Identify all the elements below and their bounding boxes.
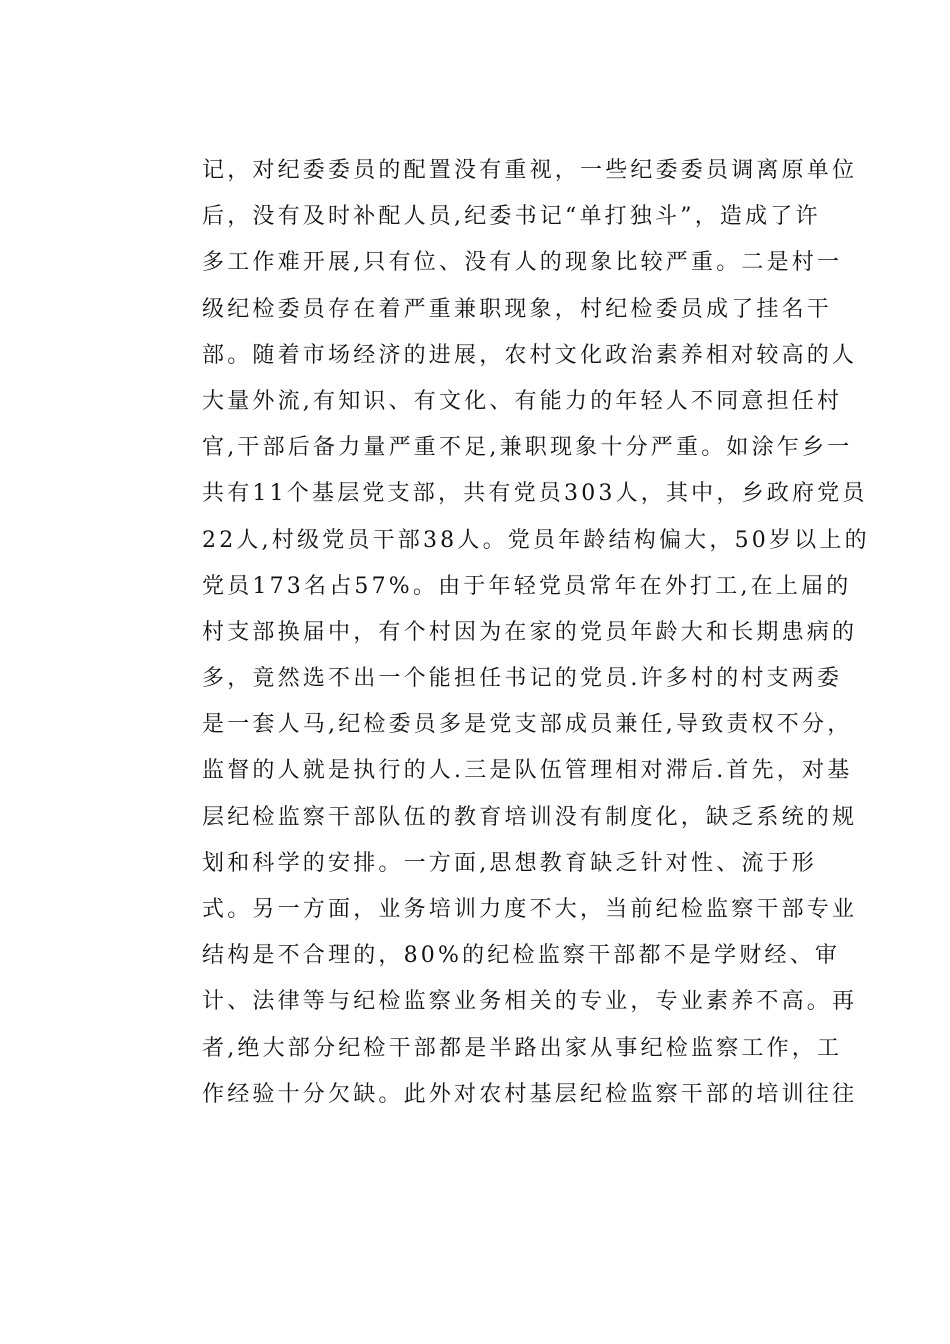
text-line: 大量外流,有知识、有文化、有能力的年轻人不同意担任村 xyxy=(202,388,843,414)
text-line: 后，没有及时补配人员,纪委书记“单打独斗”，造成了许 xyxy=(202,204,821,230)
text-line: 村支部换届中，有个村因为在家的党员年龄大和长期患病的 xyxy=(202,619,858,645)
text-line: 计、法律等与纪检监察业务相关的专业，专业素养不高。再 xyxy=(202,989,858,1015)
text-line: 党员173名占57%。由于年轻党员常年在外打工,在上届的 xyxy=(202,573,852,599)
text-line: 多，竟然选不出一个能担任书记的党员.许多村的村支两委 xyxy=(202,666,843,692)
text-line: 作经验十分欠缺。此外对农村基层纪检监察干部的培训往往 xyxy=(202,1081,858,1107)
text-line: 官,干部后备力量严重不足,兼职现象十分严重。如涂乍乡一 xyxy=(202,435,853,461)
text-line: 多工作难开展,只有位、没有人的现象比较严重。二是村一 xyxy=(202,250,843,276)
text-line: 层纪检监察干部队伍的教育培训没有制度化，缺乏系统的规 xyxy=(202,804,858,830)
text-line: 结构是不合理的，80%的纪检监察干部都不是学财经、审 xyxy=(202,943,841,969)
text-line: 者,绝大部分纪检干部都是半路出家从事纪检监察工作，工 xyxy=(202,1035,843,1061)
text-line: 是一套人马,纪检委员多是党支部成员兼任,导致责权不分， xyxy=(202,712,853,738)
text-line: 级纪检委员存在着严重兼职现象，村纪检委员成了挂名干 xyxy=(202,296,833,322)
text-line: 部。随着市场经济的进展，农村文化政治素养相对较高的人 xyxy=(202,342,858,368)
text-line: 监督的人就是执行的人.三是队伍管理相对滞后.首先，对基 xyxy=(202,758,853,784)
text-line: 式。另一方面，业务培训力度不大，当前纪检监察干部专业 xyxy=(202,897,858,922)
text-line: 记，对纪委委员的配置没有重视，一些纪委委员调离原单位 xyxy=(202,158,858,183)
body-text xyxy=(202,148,892,1118)
text-line: 22人,村级党员干部38人。党员年龄结构偏大，50岁以上的 xyxy=(202,527,870,553)
text-line: 共有11个基层党支部，共有党员303人，其中，乡政府党员 xyxy=(202,481,868,507)
text-line: 划和科学的安排。一方面,思想教育缺乏针对性、流于形 xyxy=(202,850,817,876)
